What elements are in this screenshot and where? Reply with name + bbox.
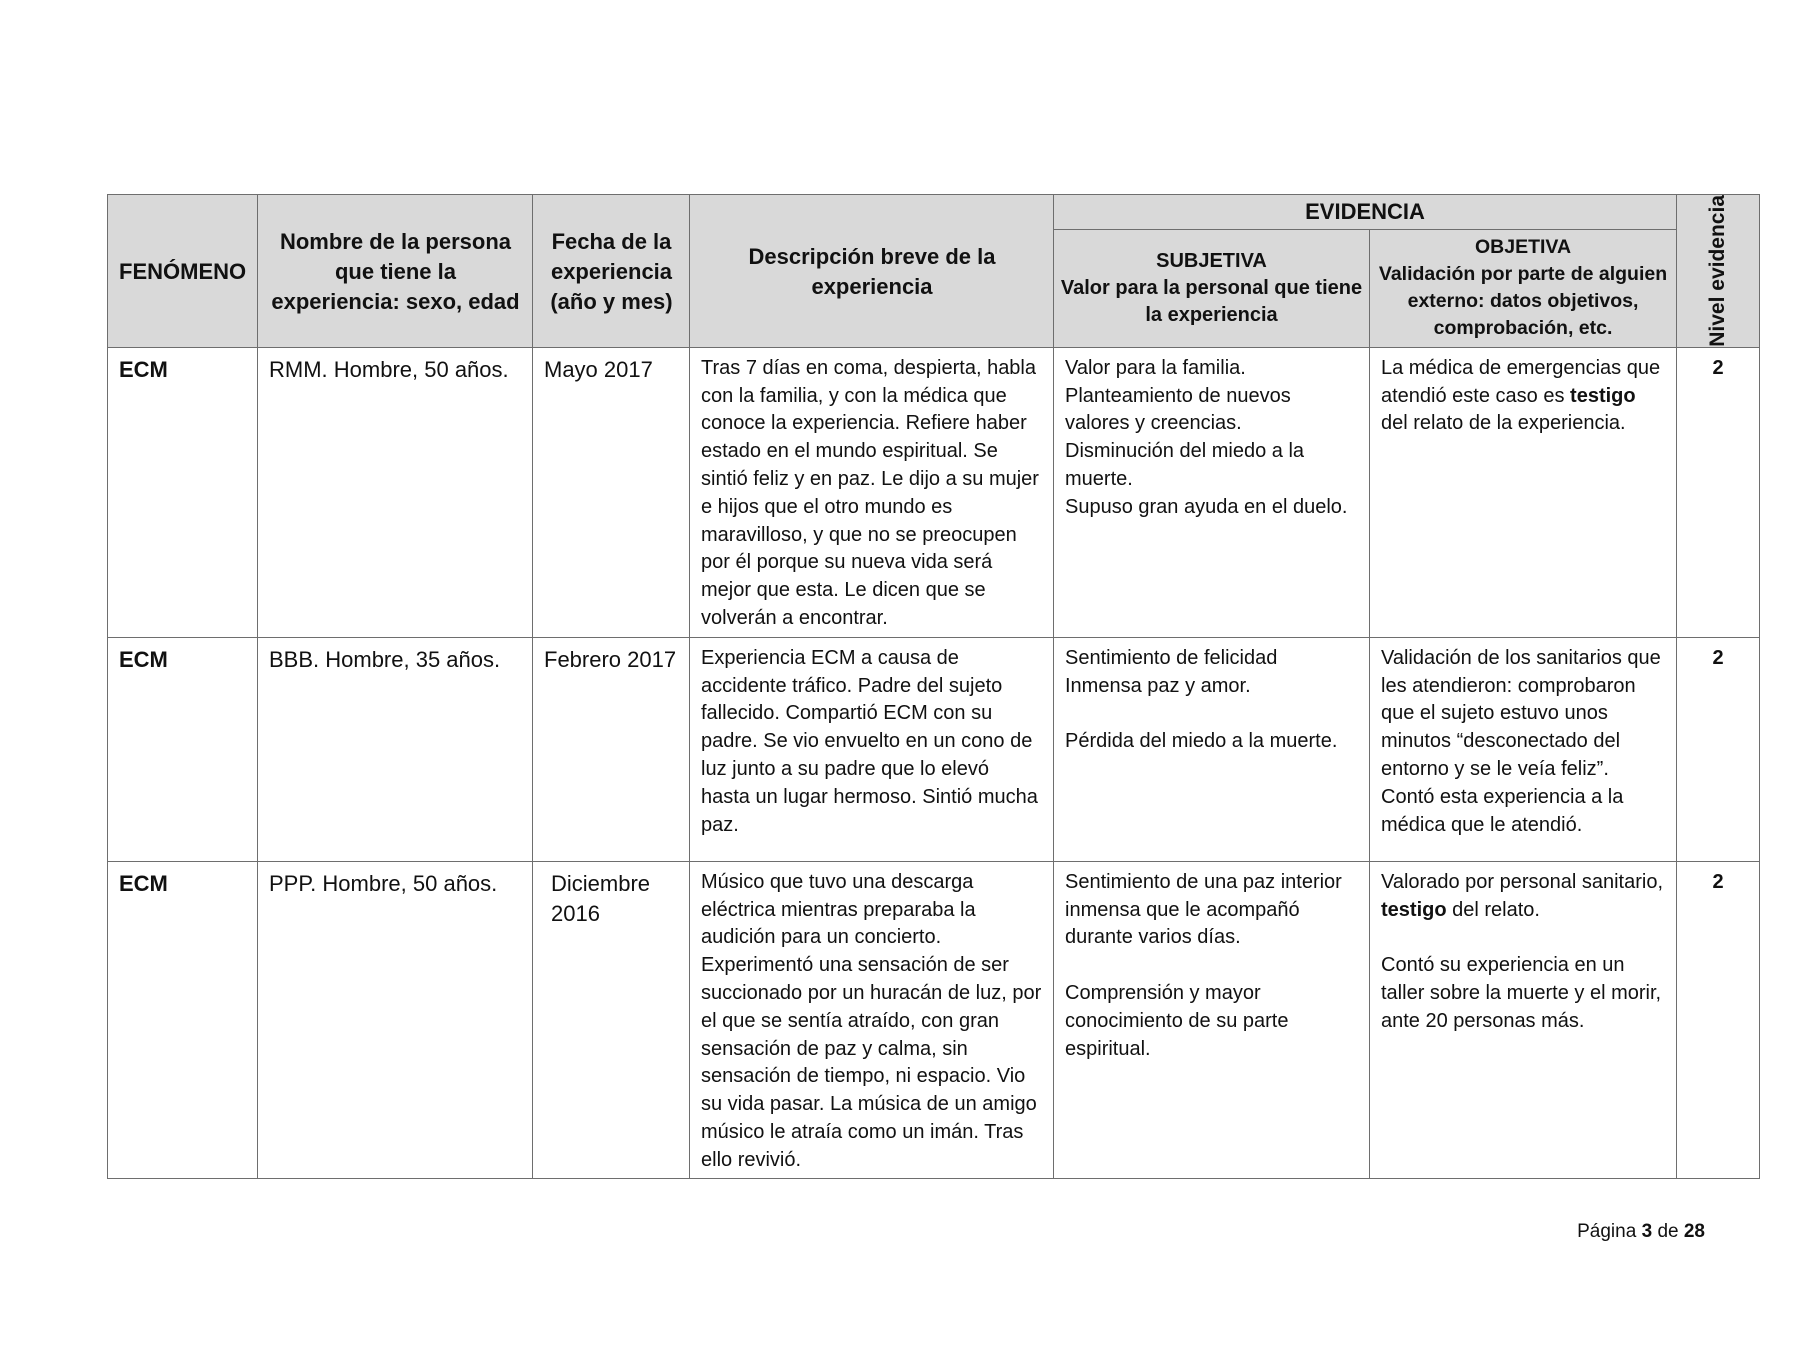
table-row [108, 347, 1760, 637]
cell-nivel: 2 [1677, 861, 1760, 1179]
header-objetiva-title: OBJETIVA [1474, 236, 1572, 259]
objetiva-paragraph [1381, 869, 1666, 925]
cell-subjetiva [1054, 637, 1370, 861]
objetiva-text-post: del relato de la experiencia. [1381, 412, 1626, 435]
cell-nivel: 2 [1677, 637, 1760, 861]
cell-descripcion: Experiencia ECM a causa de accidente tráfico. Padre del sujeto fallecido. Compartió ECM con su padre. Se vio envuelto en un cono de luz junto a su padre que lo elevó hasta un lugar hermoso. Sintió mucha paz. [690, 637, 1054, 861]
subjetiva-line: Sentimiento de una paz interior inmensa que le acompañó durante varios días. [1065, 870, 1342, 949]
header-nivel-label: Nivel evidencia [1706, 195, 1730, 347]
cell-descripcion: Músico que tuvo una descarga eléctrica mientras preparaba la audición para un concierto. Experimentó una sensación de ser succionado por un huracán de luz, por el que se sentía atraído, con gran sensación de paz y calma, sin sensación de tiempo, ni espacio. Vio su vida pasar. La música de un amigo músico le atraía como un imán. Tras ello revivió. [690, 861, 1054, 1179]
objetiva-text-bold: testigo [1570, 384, 1636, 407]
cell-descripcion: Tras 7 días en coma, despierta, habla con la familia, y con la médica que conoce la experiencia. Refiere haber estado en el mundo espiritual. Se sintió feliz y en paz. Le dijo a su mujer e hijos que el otro mundo es maravilloso, y que no se preocupen por él porque su nueva vida será mejor que esta. Le dicen que se volverán a encontrar. [690, 347, 1054, 637]
objetiva-paragraph: Validación de los sanitarios que les atendieron: comprobaron que el sujeto estuvo unos minutos “desconectado del entorno y se le veía feliz”. [1381, 646, 1661, 780]
objetiva-paragraph: Contó esta experiencia a la médica que le atendió. [1381, 785, 1624, 836]
cell-persona: BBB. Hombre, 35 años. [258, 637, 533, 861]
cell-objetiva [1370, 861, 1677, 1179]
objetiva-text-pre: Valorado por personal sanitario, [1381, 870, 1664, 893]
subjetiva-line: Supuso gran ayuda en el duelo. [1065, 495, 1348, 518]
cell-persona: PPP. Hombre, 50 años. [258, 861, 533, 1179]
objetiva-text-post: del relato. [1452, 898, 1540, 921]
objetiva-text-bold: testigo [1381, 898, 1447, 921]
header-descripcion: Descripción breve de la experiencia [690, 195, 1054, 348]
objetiva-text-pre: La médica de emergencias que atendió este caso es [1381, 356, 1661, 407]
objetiva-paragraph: Contó su experiencia en un taller sobre la muerte y el morir, ante 20 personas más. [1381, 954, 1662, 1032]
subjetiva-line: Inmensa paz y amor. [1065, 674, 1251, 697]
header-subjetiva-desc: Valor para la personal que tiene la experiencia [1060, 276, 1363, 326]
footer-prefix: Página [1577, 1221, 1637, 1242]
subjetiva-line: Comprensión y mayor conocimiento de su parte espiritual. [1065, 981, 1289, 1060]
subjetiva-line: Sentimiento de felicidad [1065, 646, 1278, 669]
cell-objetiva [1370, 347, 1677, 637]
subjetiva-line: Valor para la familia. [1065, 356, 1246, 379]
header-objetiva-desc: Validación por parte de alguien externo: datos objetivos, comprobación, etc. [1378, 263, 1668, 340]
cell-subjetiva [1054, 347, 1370, 637]
page-number-footer [1470, 1220, 1705, 1244]
cell-fecha: Mayo 2017 [533, 347, 690, 637]
document-table-container [107, 194, 1759, 1179]
cell-objetiva [1370, 637, 1677, 861]
cell-persona: RMM. Hombre, 50 años. [258, 347, 533, 637]
cell-subjetiva [1054, 861, 1370, 1179]
header-evidencia: EVIDENCIA [1054, 195, 1677, 230]
subjetiva-line: Disminución del miedo a la muerte. [1065, 440, 1305, 490]
header-nivel [1677, 195, 1760, 348]
table-row [108, 861, 1760, 1179]
experience-table [107, 194, 1760, 1179]
cell-fenomeno: ECM [108, 637, 258, 861]
cell-fenomeno: ECM [108, 347, 258, 637]
cell-fecha: Diciembre 2016 [533, 861, 690, 1179]
subjetiva-line: Pérdida del miedo a la muerte. [1065, 730, 1338, 753]
header-fenomeno: FENÓMENO [108, 195, 258, 348]
cell-fecha: Febrero 2017 [533, 637, 690, 861]
header-subjetiva-title: SUBJETIVA [1156, 249, 1267, 272]
objetiva-spacer [1381, 924, 1666, 952]
subjetiva-line: Planteamiento de nuevos valores y creencias. [1065, 384, 1291, 435]
header-row-top [108, 195, 1760, 230]
footer-middle: de [1657, 1221, 1679, 1242]
subjetiva-spacer [1065, 952, 1359, 980]
header-subjetiva [1054, 229, 1370, 347]
footer-total-pages: 28 [1683, 1221, 1705, 1242]
footer-current-page: 3 [1641, 1221, 1653, 1242]
cell-nivel: 2 [1677, 347, 1760, 637]
cell-fenomeno: ECM [108, 861, 258, 1179]
header-persona: Nombre de la persona que tiene la experiencia: sexo, edad [258, 195, 533, 348]
header-objetiva [1370, 229, 1677, 347]
subjetiva-spacer [1065, 700, 1359, 728]
table-row [108, 637, 1760, 861]
header-fecha: Fecha de la experiencia (año y mes) [533, 195, 690, 348]
